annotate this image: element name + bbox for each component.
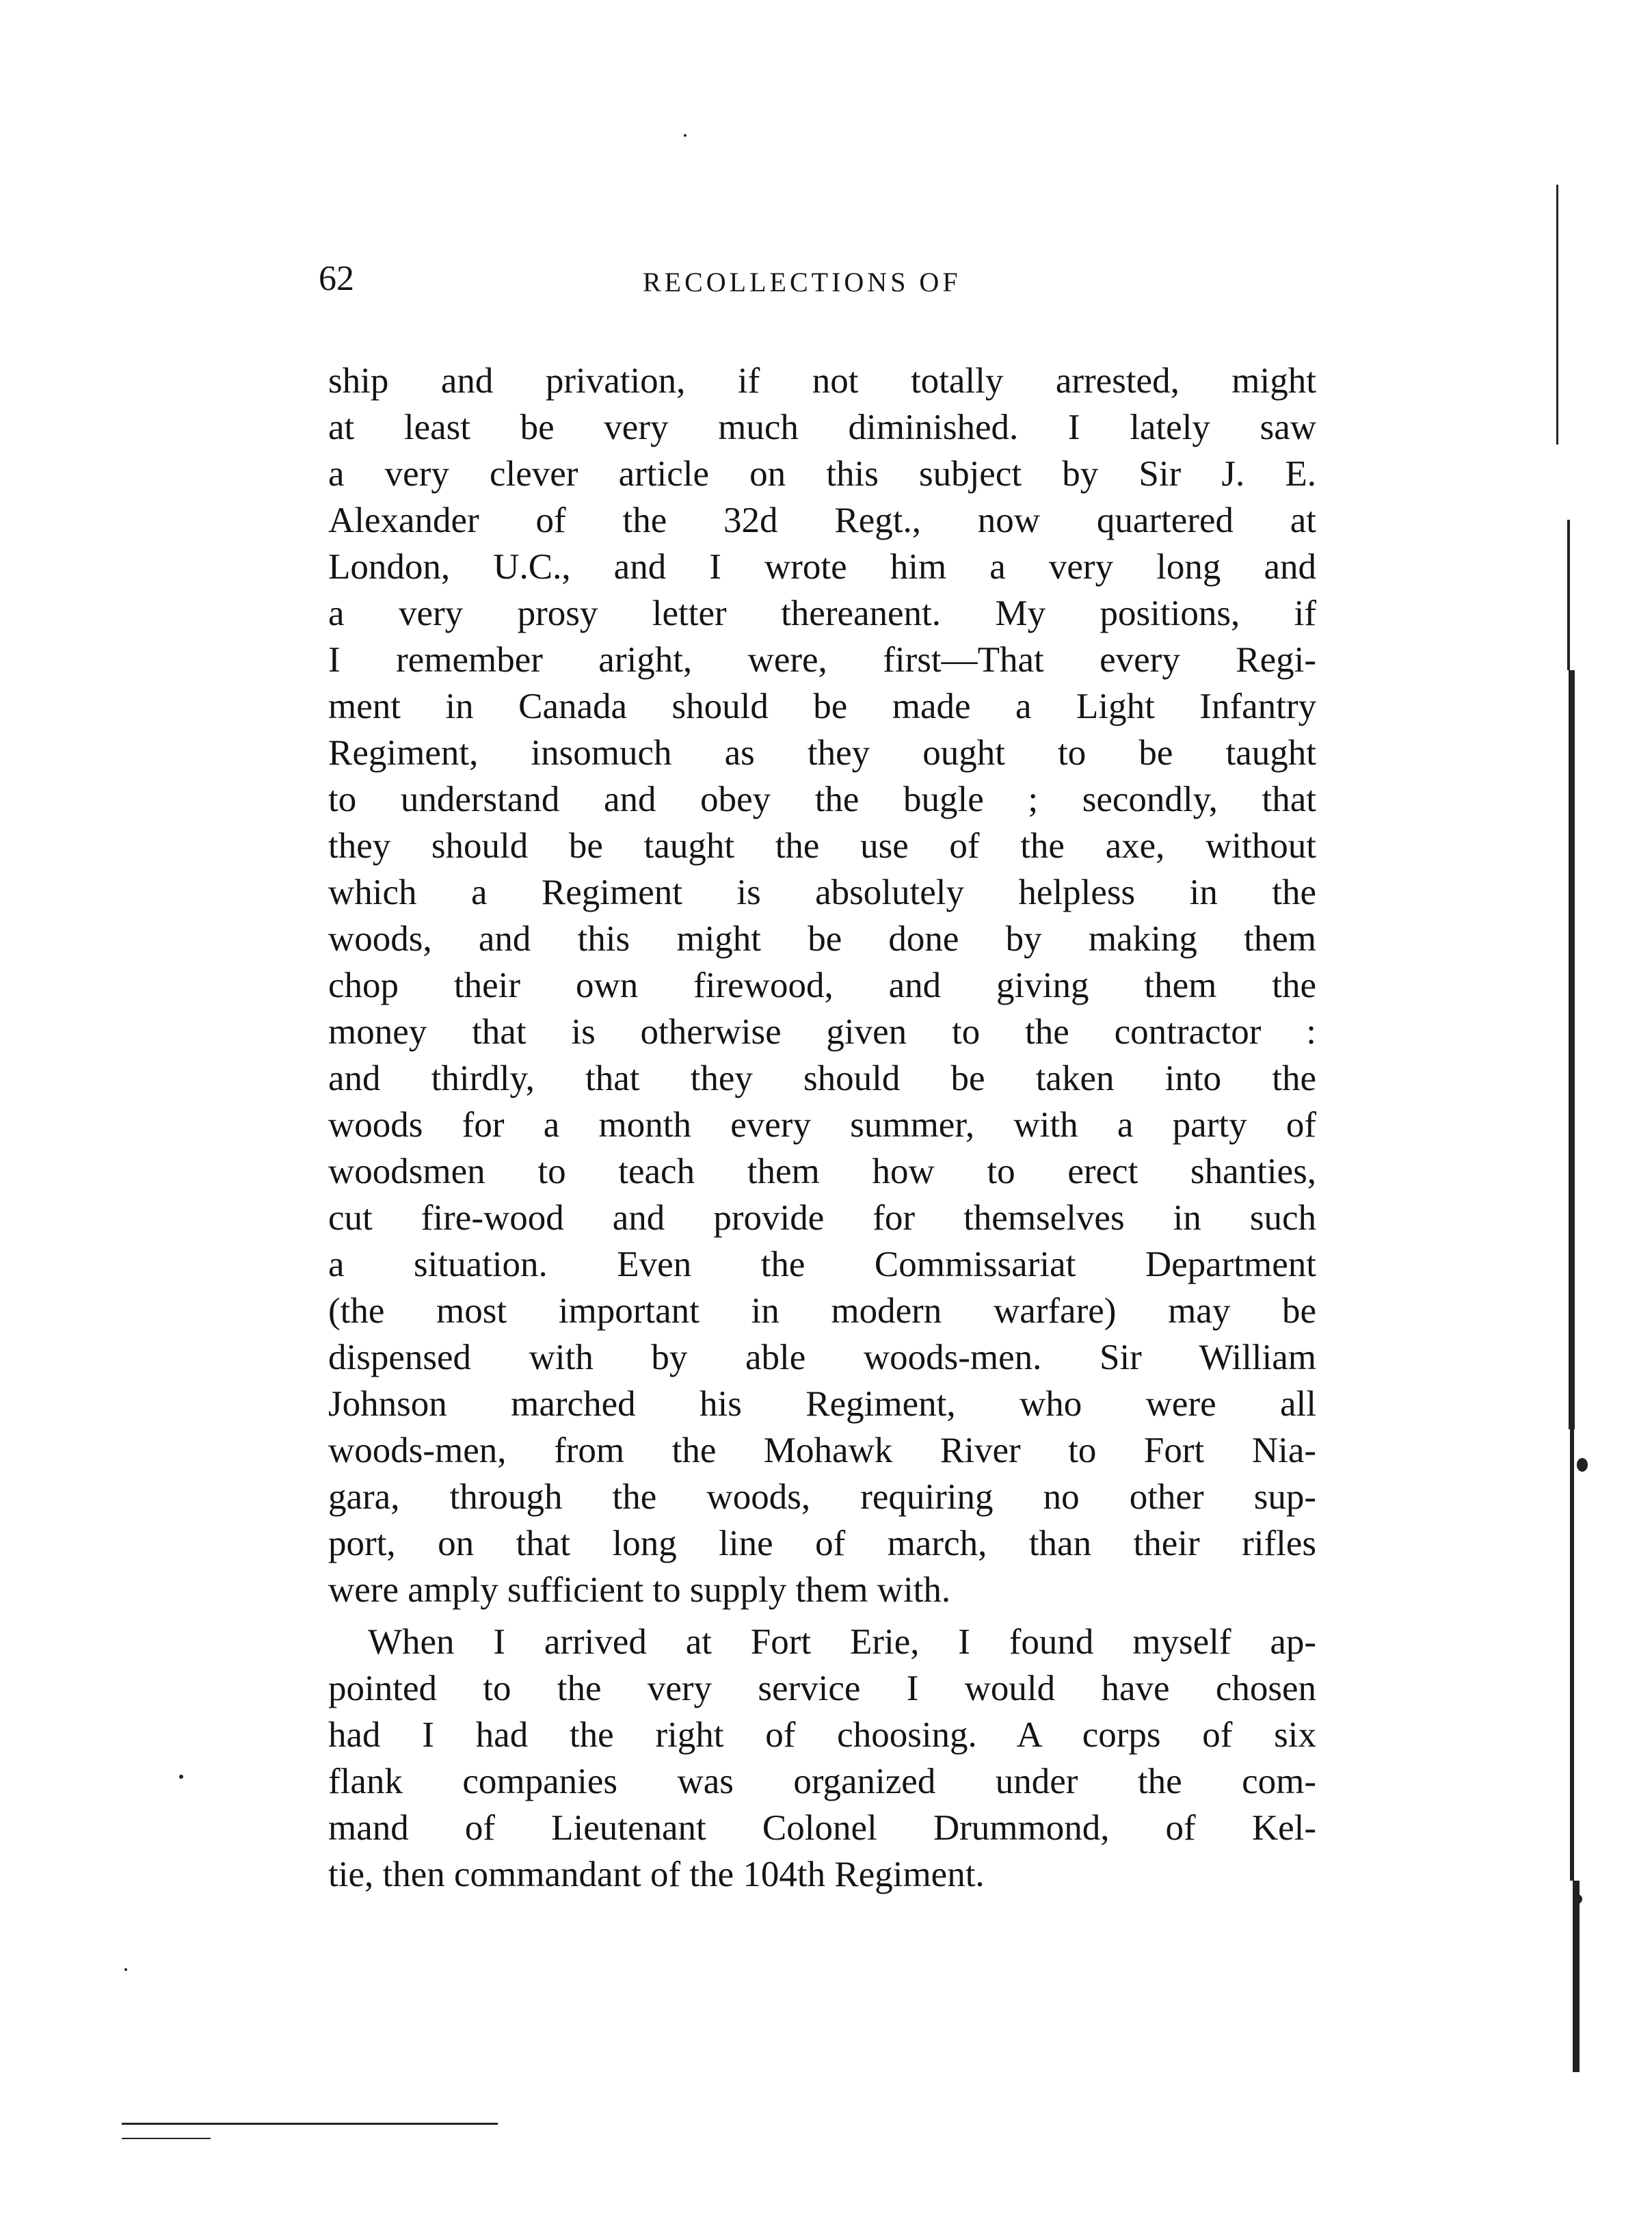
binding-edge-bottom xyxy=(1573,1881,1580,2072)
text-line: I remember aright, were, first—That every Regi- xyxy=(328,640,1316,680)
text-line: Alexander of the 32d Regt., now quartered at xyxy=(328,501,1316,540)
text-line: to understand and obey the bugle ; secondly, that xyxy=(328,780,1316,819)
bottom-rule-short xyxy=(122,2138,211,2139)
text-line: a very clever article on this subject by Sir J. E. xyxy=(328,454,1316,494)
text-line: ment in Canada should be made a Light Infantry xyxy=(328,687,1316,726)
binding-edge-lower xyxy=(1570,1429,1574,1881)
stray-dot xyxy=(179,1775,183,1779)
text-line: Johnson marched his Regiment, who were all xyxy=(328,1384,1316,1424)
text-line: cut fire-wood and provide for themselves in such xyxy=(328,1198,1316,1238)
text-line: ship and privation, if not totally arrested, might xyxy=(328,361,1316,401)
text-line: woods, and this might be done by making them xyxy=(328,919,1316,959)
text-line: gara, through the woods, requiring no other sup- xyxy=(328,1477,1316,1517)
stray-dot xyxy=(124,1968,127,1971)
text-line: had I had the right of choosing. A corps of six xyxy=(328,1715,1316,1755)
text-line: were amply sufficient to supply them with. xyxy=(328,1570,951,1610)
text-line: dispensed with by able woods-men. Sir William xyxy=(328,1338,1316,1377)
running-title: RECOLLECTIONS OF xyxy=(643,267,961,297)
text-line: chop their own firewood, and giving them the xyxy=(328,966,1316,1005)
text-line: woods for a month every summer, with a party of xyxy=(328,1105,1316,1145)
text-line: When I arrived at Fort Erie, I found myself ap- xyxy=(368,1622,1316,1662)
text-line: flank companies was organized under the com- xyxy=(328,1762,1316,1801)
text-line: a very prosy letter thereanent. My positions, if xyxy=(328,594,1316,633)
text-line: mand of Lieutenant Colonel Drummond, of Kel- xyxy=(328,1808,1316,1848)
text-line: and thirdly, that they should be taken into the xyxy=(328,1059,1316,1098)
text-line: tie, then commandant of the 104th Regiment. xyxy=(328,1855,985,1894)
text-line: money that is otherwise given to the contractor : xyxy=(328,1012,1316,1052)
text-line: London, U.C., and I wrote him a very long and xyxy=(328,547,1316,587)
binding-mark xyxy=(1577,1458,1588,1472)
text-line: which a Regiment is absolutely helpless in the xyxy=(328,873,1316,912)
binding-edge-middle xyxy=(1567,520,1570,670)
text-line: a situation. Even the Commissariat Department xyxy=(328,1245,1316,1284)
text-line: they should be taught the use of the axe, without xyxy=(328,826,1316,866)
binding-mark xyxy=(1573,1894,1582,1904)
binding-edge-thick xyxy=(1569,670,1575,1429)
stray-dot xyxy=(684,134,687,137)
binding-edge-upper xyxy=(1556,185,1558,445)
page-number: 62 xyxy=(319,259,354,298)
text-line: port, on that long line of march, than their rifles xyxy=(328,1524,1316,1563)
bottom-rule xyxy=(122,2123,498,2125)
text-line: (the most important in modern warfare) may be xyxy=(328,1291,1316,1331)
text-line: at least be very much diminished. I lately saw xyxy=(328,408,1316,447)
text-line: Regiment, insomuch as they ought to be taught xyxy=(328,733,1316,773)
text-line: woods-men, from the Mohawk River to Fort Nia- xyxy=(328,1431,1316,1470)
text-line: pointed to the very service I would have chosen xyxy=(328,1669,1316,1708)
text-line: woodsmen to teach them how to erect shanties, xyxy=(328,1152,1316,1191)
